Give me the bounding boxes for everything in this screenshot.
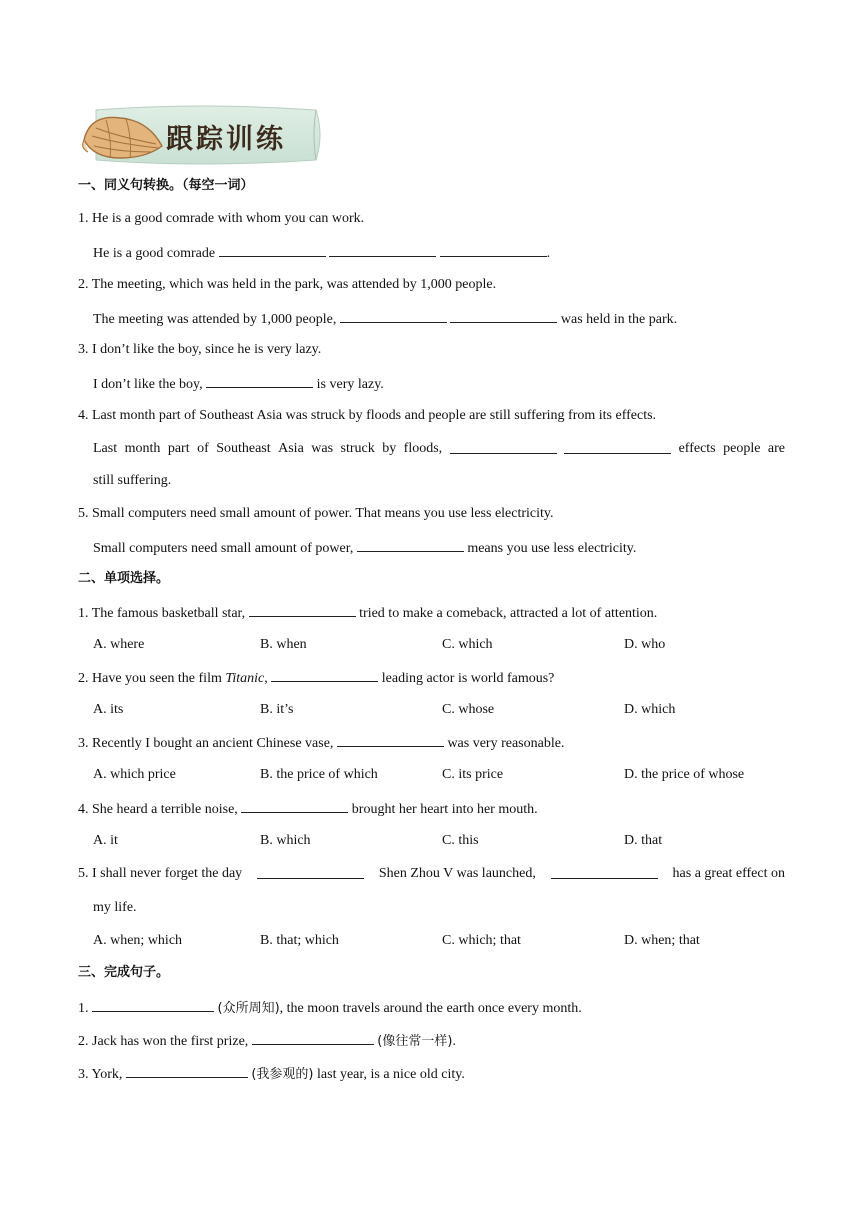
option-c[interactable]: C. its price <box>442 767 504 782</box>
banner-title: 跟踪训练 <box>166 124 286 155</box>
mc-question-1: 1. The famous basketball star, tried to make a comeback, attracted a lot of attention. <box>78 603 657 623</box>
option-b[interactable]: B. which <box>260 833 311 848</box>
answer-blank[interactable] <box>340 309 447 323</box>
option-a[interactable]: A. when; which <box>93 933 183 948</box>
answer-blank[interactable] <box>337 733 444 747</box>
option-d[interactable]: D. when; that <box>624 933 700 948</box>
answer-blank[interactable] <box>219 243 326 257</box>
mc-question-4: 4. She heard a terrible noise, brought her heart into her mouth. <box>78 799 538 819</box>
option-c[interactable]: C. this <box>442 833 479 848</box>
option-c[interactable]: C. which <box>442 637 493 652</box>
answer-blank[interactable] <box>252 1031 374 1045</box>
answer-blank[interactable] <box>206 374 313 388</box>
option-d[interactable]: D. which <box>624 702 676 717</box>
option-b[interactable]: B. when <box>260 637 307 652</box>
answer-blank[interactable] <box>357 538 464 552</box>
completion-1: 1. (众所周知), the moon travels around the earth once every month. <box>78 998 582 1018</box>
option-c[interactable]: C. whose <box>442 702 495 717</box>
mc-question-2: 2. Have you seen the film Titanic, leading actor is world famous? <box>78 668 554 688</box>
answer-blank[interactable] <box>450 440 557 454</box>
answer-blank[interactable] <box>92 998 214 1012</box>
question-2: 2. The meeting, which was held in the park, was attended by 1,000 people. <box>78 277 497 292</box>
answer-blank[interactable] <box>551 865 658 879</box>
option-a[interactable]: A. which price <box>93 767 176 782</box>
section-heading: 二、单项选择。 <box>78 571 170 586</box>
mc-question-5-cont: my life. <box>93 900 137 915</box>
completion-2: 2. Jack has won the first prize, (像往常一样). <box>78 1031 456 1051</box>
option-a[interactable]: A. where <box>93 637 145 652</box>
question-1: 1. He is a good comrade with whom you can work. <box>78 211 365 226</box>
option-d[interactable]: D. that <box>624 833 663 848</box>
option-d[interactable]: D. who <box>624 637 666 652</box>
option-b[interactable]: B. that; which <box>260 933 339 948</box>
rewrite-2: The meeting was attended by 1,000 people, was held in the park. <box>93 309 677 329</box>
answer-blank[interactable] <box>329 243 436 257</box>
option-b[interactable]: B. the price of which <box>260 767 378 782</box>
question-4: 4. Last month part of Southeast Asia was struck by floods and people are still suffering from its effects. <box>78 408 657 423</box>
rewrite-5: Small computers need small amount of power, means you use less electricity. <box>93 538 636 558</box>
answer-blank[interactable] <box>241 799 348 813</box>
rewrite-4: Last month part of Southeast Asia was struck by floods, effects people are <box>93 441 785 456</box>
answer-blank[interactable] <box>257 865 364 879</box>
option-a[interactable]: A. it <box>93 833 118 848</box>
answer-blank[interactable] <box>249 603 356 617</box>
rewrite-4-cont: still suffering. <box>93 473 172 488</box>
answer-blank[interactable] <box>564 440 671 454</box>
answer-blank[interactable] <box>271 668 378 682</box>
completion-3: 3. York, (我参观的) last year, is a nice old city. <box>78 1064 465 1084</box>
question-3: 3. I don’t like the boy, since he is very lazy. <box>78 342 322 357</box>
option-a[interactable]: A. its <box>93 702 124 717</box>
option-b[interactable]: B. it’s <box>260 702 294 717</box>
rewrite-3: I don’t like the boy, is very lazy. <box>93 374 384 394</box>
answer-blank[interactable] <box>450 309 557 323</box>
answer-blank[interactable] <box>440 243 547 257</box>
answer-blank[interactable] <box>126 1064 248 1078</box>
option-c[interactable]: C. which; that <box>442 933 521 948</box>
section-heading: 三、完成句子。 <box>78 965 170 980</box>
question-5: 5. Small computers need small amount of power. That means you use less electricity. <box>78 506 554 521</box>
section-heading: 一、同义句转换。（每空一词） <box>78 178 254 193</box>
option-d[interactable]: D. the price of whose <box>624 767 745 782</box>
rewrite-1: He is a good comrade . <box>93 243 550 263</box>
mc-question-5: 5. I shall never forget the day Shen Zhou V was launched, has a great effect on <box>78 866 785 881</box>
mc-question-3: 3. Recently I bought an ancient Chinese vase, was very reasonable. <box>78 733 564 753</box>
